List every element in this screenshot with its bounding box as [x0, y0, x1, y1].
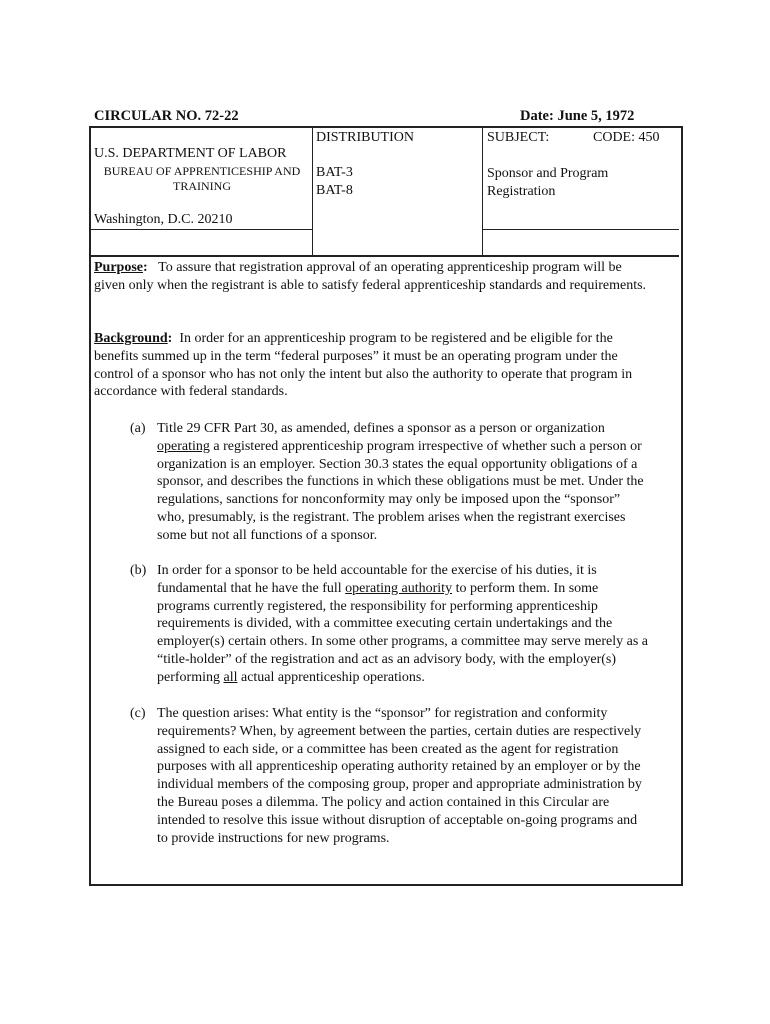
list-marker: (a)	[130, 421, 146, 436]
distribution-item: BAT-3	[316, 165, 353, 180]
underlined-term: operating	[157, 438, 210, 454]
department-name: U.S. DEPARTMENT OF LABOR	[94, 146, 287, 161]
distribution-label: DISTRIBUTION	[316, 130, 414, 145]
distribution-item: BAT-8	[316, 183, 353, 198]
list-item-a: (a) Title 29 CFR Part 30, as amended, defines a sponsor as a person or organization operating a registered apprenticeship program irrespective of whether such a person or organization is an employer. Section 30.3 states the equal opportunity obligations of a sponsor, and describes the functions in which these obligations must be met. Under the regulations, sanctions for nonconformity may only be imposed upon the “sponsor” who, presumably, is the registrant. The problem arises when the registrant exercises some but not all functions of a sponsor.	[130, 421, 644, 543]
subject-label: SUBJECT:	[487, 130, 550, 145]
purpose-text: To assure that registration approval of an operating apprenticeship program will be given only when the registrant is able to satisfy federal apprenticeship standards and requirements.	[94, 260, 647, 293]
list-marker: (c)	[130, 706, 146, 721]
underlined-term: all	[223, 669, 238, 685]
background-label: Background	[94, 331, 168, 346]
purpose-paragraph: Purpose: To assure that registration approval of an operating apprenticeship program will be given only when the registrant is able to satisfy federal apprenticeship standards and requirements.	[94, 260, 647, 293]
rule-subject	[483, 229, 679, 230]
rule-header-bottom	[90, 255, 679, 257]
divider-right	[482, 127, 483, 257]
background-text: In order for an apprenticeship program to be registered and be eligible for the benefits summed up in the term “federal purposes” it must be an operating program under the control of a sponsor who has not only the intent but also the authority to operate that program in accordance with federal standards.	[94, 331, 633, 400]
underlined-term: operating authority	[345, 580, 453, 596]
subject-title-line-2: Registration	[487, 184, 556, 199]
list-item-c: (c) The question arises: What entity is the “sponsor” for registration and conformity requirements? When, by agreement between the parties, certain duties are respectively assigned to each side, or a committee has been created as the agent for registration purposes with all apprenticeship operating authority retained by an employer or by the individual members of the composing group, proper and appropriate administration by the Bureau poses a dilemma. The policy and action contained in this Circular are intended to resolve this issue without disruption of acceptable on-going programs and to provide instructions for new programs.	[130, 706, 642, 846]
divider-left	[312, 127, 313, 257]
circular-number: CIRCULAR NO. 72-22	[94, 108, 239, 124]
rule-issuer	[90, 229, 312, 230]
issuer-address: Washington, D.C. 20210	[94, 212, 233, 227]
bureau-line-1: BUREAU OF APPRENTICESHIP AND	[103, 164, 301, 178]
circular-date: Date: June 5, 1972	[520, 108, 635, 124]
list-marker: (b)	[130, 563, 147, 578]
bureau-line-2: TRAINING	[173, 179, 231, 193]
subject-code: CODE: 450	[593, 130, 660, 145]
list-item-b: (b) In order for a sponsor to be held accountable for the exercise of his duties, it is fundamental that he have the full operating authority to perform them. In some programs currently registered, the responsibility for performing apprenticeship requirements is divided, with a committee executing certain undertakings and the employer(s) certain others. In some other programs, a committee may serve merely as a “title-holder” of the registration and act as an advisory body, with the employer(s) performing all actual apprenticeship operations.	[130, 563, 648, 685]
background-paragraph: Background: In order for an apprenticeship program to be registered and be eligible for the benefits summed up in the term “federal purposes” it must be an operating program under the control of a sponsor who has not only the intent but also the authority to operate that program in accordance with federal standards.	[94, 331, 633, 400]
purpose-label: Purpose	[94, 260, 143, 275]
subject-title-line-1: Sponsor and Program	[487, 166, 609, 181]
